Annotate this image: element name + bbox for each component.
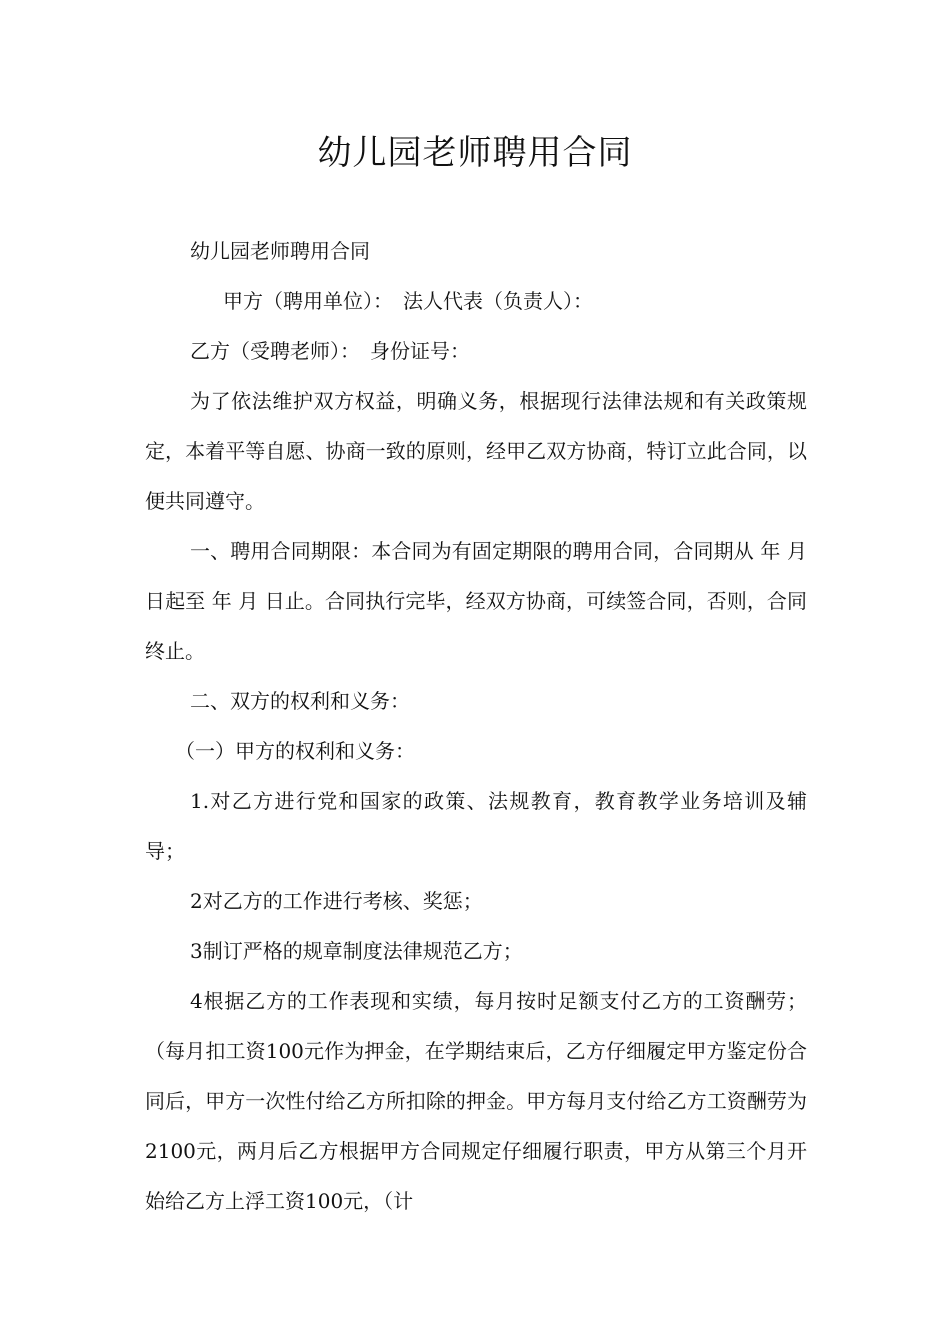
- paragraph-party-a-rights: （一）甲方的权利和义务：: [175, 739, 415, 763]
- paragraph-item-1: 1.对乙方进行党和国家的政策、法规教育，教育教学业务培训及辅导；: [145, 789, 807, 863]
- paragraph-party-a: 甲方（聘用单位）： 法人代表（负责人）：: [223, 289, 593, 313]
- paragraph-party-b: 乙方（受聘老师）： 身份证号：: [190, 339, 470, 363]
- paragraph-item-2: 2对乙方的工作进行考核、奖惩；: [190, 889, 483, 913]
- document-title: 幼儿园老师聘用合同: [317, 133, 633, 173]
- paragraph-item-3: 3制订严格的规章制度法律规范乙方；: [190, 939, 523, 963]
- paragraph-preamble: 为了依法维护双方权益，明确义务，根据现行法律法规和有关政策规定，本着平等自愿、协商一致的原则，经甲乙双方协商，特订立此合同，以便共同遵守。: [145, 389, 807, 513]
- paragraph-item-4: 4根据乙方的工作表现和实绩，每月按时足额支付乙方的工资酬劳；（每月扣工资100元作为押金，在学期结束后，乙方仔细履定甲方鉴定份合同后，甲方一次性付给乙方所扣除的押金。甲方每月支付给乙方工资酬劳为2100元，两月后乙方根据甲方合同规定仔细履行职责，甲方从第三个月开始给乙方上浮工资100元，（计: [145, 989, 807, 1213]
- paragraph-contract-term: 一、聘用合同期限：本合同为有固定期限的聘用合同，合同期从 年 月 日起至 年 月 日止。合同执行完毕，经双方协商，可续签合同，否则，合同终止。: [145, 539, 807, 663]
- paragraph-rights-duties: 二、双方的权利和义务：: [190, 689, 410, 713]
- paragraph-heading: 幼儿园老师聘用合同: [190, 239, 370, 263]
- document-body: [145, 226, 807, 1226]
